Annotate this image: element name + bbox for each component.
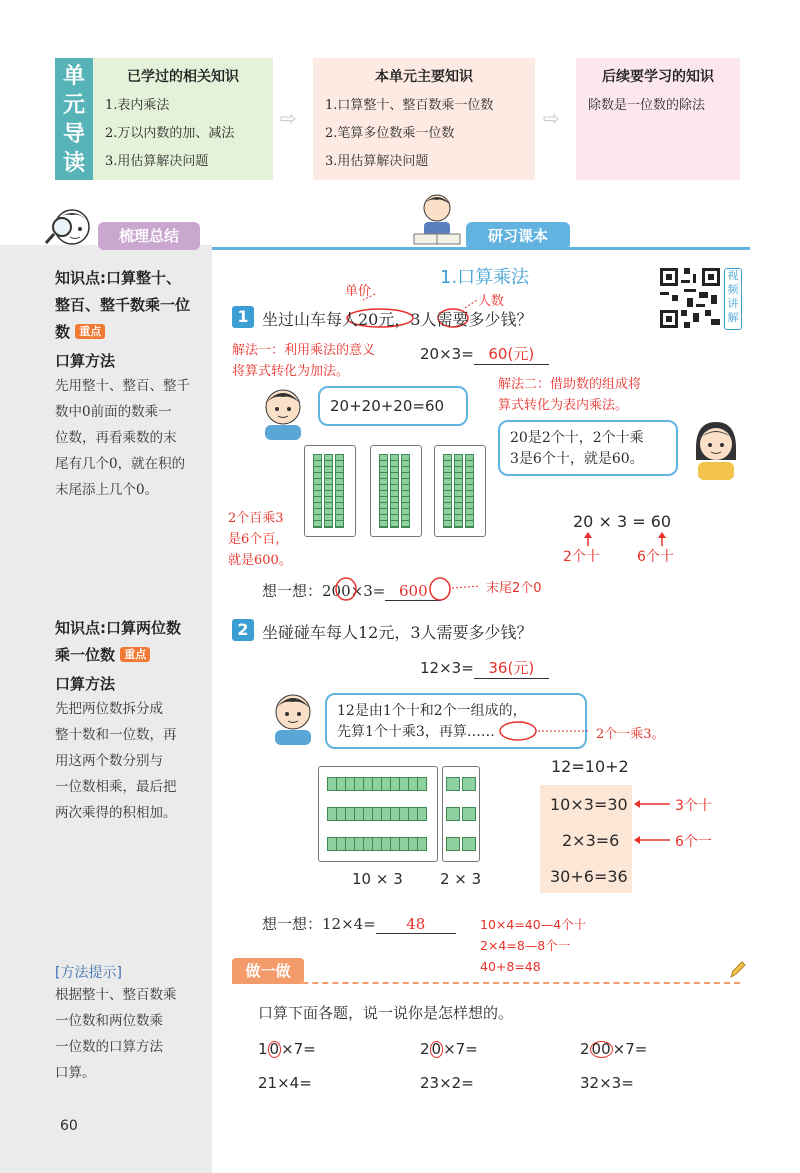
ellipsis-mark bbox=[498, 718, 598, 744]
video-explain-tag[interactable]: 视 频 讲 解 bbox=[724, 268, 742, 330]
method-2-note: 解法二：借助数的组成将 算式转化为表内乘法。 bbox=[498, 377, 642, 413]
method-label: 口算方法 bbox=[55, 352, 116, 370]
learned-title: 已学过的相关知识 bbox=[127, 69, 239, 85]
question-1-text: 坐过山车每人20元，3人需要多少钱？ bbox=[262, 310, 533, 329]
q1-think: 想一想：200×3= 600 bbox=[262, 580, 441, 601]
ones-panel bbox=[442, 766, 480, 862]
split-12: 12=10+2 bbox=[551, 757, 629, 776]
unit-item: 1.口算整十、整百数乘一位数 bbox=[325, 98, 494, 113]
tail-zero-note: 末尾2个0 bbox=[486, 581, 542, 596]
fig-label-10x3: 10 × 3 bbox=[352, 870, 403, 888]
exercise-item[interactable]: 23×2= bbox=[420, 1074, 474, 1092]
qr-code[interactable] bbox=[660, 268, 720, 328]
hundreds-panel bbox=[370, 445, 422, 537]
step-note-ones: 6个一 bbox=[675, 834, 712, 850]
split-steps-box bbox=[540, 785, 632, 893]
hundreds-note: 2个百乘3 是6个百， 就是600。 bbox=[228, 511, 292, 568]
calc-label-tens: 2个十 bbox=[563, 549, 600, 565]
arrow-right-icon: ⇨ bbox=[543, 106, 560, 130]
next-item: 除数是一位数的除法 bbox=[588, 98, 706, 113]
exercise-item[interactable]: 2 00 ×7= bbox=[580, 1040, 648, 1058]
step-sum: 30+6=36 bbox=[550, 867, 628, 886]
reading-boy-icon bbox=[410, 190, 464, 248]
annotation-people: 人数 bbox=[478, 294, 505, 309]
step-arrows bbox=[632, 796, 672, 846]
unit-knowledge-box bbox=[313, 58, 535, 180]
exercise-item[interactable]: 21×4= bbox=[258, 1074, 312, 1092]
step-10x3: 10×3=30 bbox=[550, 795, 628, 814]
unit-title: 本单元主要知识 bbox=[375, 69, 473, 85]
boy-avatar bbox=[265, 690, 321, 745]
tip-title: [方法提示] bbox=[55, 965, 122, 981]
calc-20x3: 20 × 3 = 60 bbox=[573, 512, 672, 531]
learned-item: 3.用估算解决问题 bbox=[105, 154, 209, 169]
exercise-item[interactable]: 32×3= bbox=[580, 1074, 634, 1092]
boy-avatar bbox=[255, 385, 311, 440]
q2-think-notes: 10×4=40—4个十 2×4=8—8个一 40+8=48 bbox=[480, 917, 587, 974]
girl-avatar bbox=[688, 418, 744, 480]
exercise-item[interactable]: 2 0 ×7= bbox=[420, 1040, 478, 1058]
knowledge-point-2: 知识点:口算两位数 乘一位数 重点 口算方法 先把两位数拆分成 整十数和一位数，再 用这两个数分别与 一位数相乘，最后把 两次乘得的积相加。 bbox=[55, 615, 205, 826]
question-number-2: 2 bbox=[232, 619, 254, 641]
q2-think-answer: 48 bbox=[376, 915, 456, 934]
question-2-text: 坐碰碰车每人12元，3人需要多少钱？ bbox=[262, 623, 533, 642]
q1-think-answer: 600 bbox=[385, 582, 441, 601]
question-number-1: 1 bbox=[232, 306, 254, 328]
next-knowledge-box bbox=[576, 58, 740, 180]
step-2x3: 2×3=6 bbox=[562, 831, 620, 850]
page-number: 60 bbox=[60, 1118, 78, 1134]
summary-header: 梳理总结 bbox=[98, 222, 200, 250]
q1-answer: 60(元) bbox=[474, 343, 549, 365]
exercise-item[interactable]: 1 0 ×7= bbox=[258, 1040, 316, 1058]
learned-item: 2.万以内数的加、减法 bbox=[105, 126, 235, 141]
hundreds-panel bbox=[304, 445, 356, 537]
addition-bubble: 20+20+20=60 bbox=[318, 386, 468, 426]
q2-answer: 36(元) bbox=[474, 657, 549, 679]
zero-circles bbox=[330, 574, 490, 604]
next-title: 后续要学习的知识 bbox=[602, 69, 714, 85]
pencil-icon bbox=[728, 960, 746, 980]
q2-think: 想一想：12×4= 48 bbox=[262, 913, 456, 934]
ellipsis-note: 2个一乘3。 bbox=[596, 727, 665, 742]
practice-instruction: 口算下面各题，说一说你是怎样想的。 bbox=[258, 1004, 514, 1022]
unit-guide-tag: 单 元 导 读 bbox=[55, 58, 93, 180]
study-textbook-header: 研习课本 bbox=[466, 222, 570, 250]
step-note-tens: 3个十 bbox=[675, 798, 712, 814]
annotation-unit-price: 单价 bbox=[345, 284, 372, 299]
hundreds-panel bbox=[434, 445, 486, 537]
learned-item: 1.表内乘法 bbox=[105, 98, 170, 113]
practice-header: 做一做 bbox=[232, 958, 304, 984]
magnifier-mascot-icon bbox=[40, 203, 102, 253]
method-label: 口算方法 bbox=[55, 675, 116, 693]
qr-code-icon bbox=[660, 268, 720, 328]
fig-label-2x3: 2 × 3 bbox=[440, 870, 482, 888]
learned-knowledge-box bbox=[93, 58, 273, 180]
tens-panel bbox=[318, 766, 438, 862]
unit-item: 3.用估算解决问题 bbox=[325, 154, 429, 169]
unit-item: 2.笔算多位数乘一位数 bbox=[325, 126, 455, 141]
arrow-right-icon: ⇨ bbox=[280, 106, 297, 130]
key-point-badge: 重点 bbox=[120, 647, 150, 662]
calc-label-six-tens: 6个十 bbox=[637, 549, 674, 565]
knowledge-point-1: 知识点:口算整十、 整百、整千数乘一位 数 重点 口算方法 先用整十、整百、整千 数中0前面的数乘一 位数，再看乘数的末 尾有几个0，就在积的 末尾添上几个0。 bbox=[55, 265, 205, 503]
method-tip: [方法提示] 根据整十、整百数乘 一位数和两位数乘 一位数的口算方法 口算。 bbox=[55, 962, 205, 1086]
section-title: 1.口算乘法 bbox=[440, 267, 530, 288]
practice-divider bbox=[232, 982, 740, 984]
key-point-badge: 重点 bbox=[75, 324, 105, 339]
q2-equation: 12×3= 36(元) bbox=[420, 657, 549, 679]
method-1-note: 解法一：利用乘法的意义 将算式转化为加法。 bbox=[232, 343, 376, 379]
split-bubble: 12是由1个十和2个一组成的， 先算1个十乘3，再算…… bbox=[325, 693, 587, 749]
q1-equation: 20×3= 60(元) bbox=[420, 343, 549, 365]
place-value-bubble: 20是2个十，2个十乘 3是6个十，就是60。 bbox=[498, 420, 678, 476]
